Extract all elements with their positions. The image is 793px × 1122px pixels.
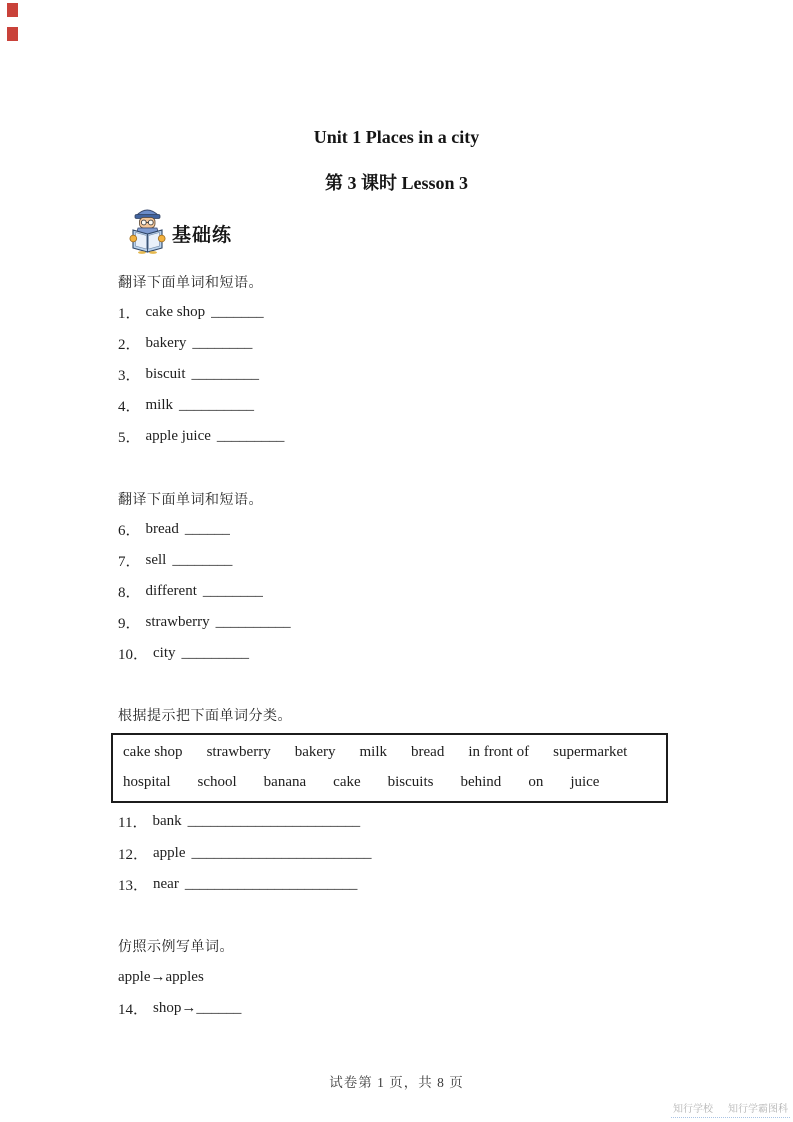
item-word: strawberry	[145, 614, 210, 630]
example-line: apple→apples	[118, 968, 204, 985]
word-bank-box	[111, 733, 668, 803]
section-badge-label: 基础练	[172, 225, 233, 246]
translate-item	[118, 607, 291, 638]
item-word: near	[153, 876, 179, 893]
answer-blank: _________	[191, 366, 260, 382]
item-word: shop→	[153, 1000, 197, 1017]
item-word: bread	[145, 521, 179, 537]
item-number: 9．	[118, 616, 141, 632]
page-footer: 试卷第 1 页，共 8 页	[329, 1075, 464, 1090]
item-word: apple	[153, 844, 186, 861]
section-translate-2	[118, 483, 291, 669]
answer-blank: _______________________	[184, 876, 358, 893]
answer-blank: ________	[202, 583, 263, 599]
word-formation-list	[118, 993, 241, 1025]
item-word: different	[145, 583, 197, 599]
translate-item	[118, 514, 291, 545]
answer-blank: __________	[215, 614, 291, 630]
red-corner-mark-top	[7, 3, 18, 17]
section-instruction: 仿照示例写单词。	[118, 939, 234, 955]
translate-item	[118, 390, 284, 421]
answer-blank: ________	[172, 552, 233, 568]
word-bank-word: hospital	[123, 774, 171, 790]
answer-blank: ______	[184, 521, 230, 537]
word-bank-word: juice	[570, 774, 600, 790]
item-number: 7．	[118, 554, 141, 570]
classify-item	[118, 838, 372, 870]
answer-blank: ________	[192, 335, 253, 351]
word-bank-word: milk	[359, 744, 388, 760]
item-number: 5．	[118, 430, 141, 446]
item-word: city	[153, 645, 176, 661]
red-corner-mark-bottom	[7, 27, 18, 41]
item-word: biscuit	[145, 366, 186, 382]
word-formation-item	[118, 993, 241, 1025]
page-subtitle: 第 3 课时 Lesson 3	[324, 173, 468, 193]
classify-item	[118, 806, 372, 838]
word-bank-word: biscuits	[387, 774, 434, 790]
translate-item	[118, 638, 291, 669]
translate-list-1	[118, 297, 284, 452]
word-bank-word: cake shop	[123, 744, 183, 760]
item-number: 3．	[118, 368, 141, 384]
word-bank-row-2	[123, 774, 666, 791]
answer-blank: _________	[181, 645, 250, 661]
classify-items	[118, 806, 372, 901]
item-number: 6．	[118, 523, 141, 539]
item-word: apple juice	[145, 428, 211, 444]
word-bank-word: cake	[333, 774, 361, 790]
page-title: Unit 1 Places in a city	[313, 127, 480, 147]
item-number: 2．	[118, 337, 141, 353]
answer-blank: _______	[211, 304, 264, 320]
section-badge	[129, 205, 232, 254]
translate-item	[118, 576, 291, 607]
translate-item	[118, 545, 291, 576]
answer-blank: __________	[179, 397, 255, 413]
answer-blank: _______________________	[187, 813, 361, 830]
item-number: 10．	[118, 647, 149, 663]
item-number: 14．	[118, 1002, 149, 1019]
item-word: bakery	[145, 335, 187, 351]
word-bank-word: strawberry	[206, 744, 271, 760]
watermark-text-2: 知行学霸图科	[728, 1104, 788, 1115]
word-bank-word: bread	[411, 744, 445, 760]
classify-item	[118, 869, 372, 901]
word-bank-word: on	[528, 774, 544, 790]
translate-list-2	[118, 514, 291, 669]
item-word: cake shop	[145, 304, 206, 320]
word-bank-word: bakery	[294, 744, 336, 760]
classify-list	[118, 806, 372, 901]
word-bank-word: behind	[460, 774, 502, 790]
item-number: 4．	[118, 399, 141, 415]
section-instruction: 翻译下面单词和短语。	[118, 492, 263, 508]
item-number: 1．	[118, 306, 141, 322]
word-bank-word: school	[197, 774, 237, 790]
translate-item	[118, 328, 284, 359]
answer-blank: _________	[216, 428, 285, 444]
section-instruction: 根据提示把下面单词分类。	[118, 708, 292, 724]
section-classify	[118, 699, 292, 730]
item-number: 12．	[118, 846, 149, 863]
translate-item	[118, 421, 284, 452]
item-number: 13．	[118, 878, 149, 895]
student-reading-icon	[129, 205, 166, 254]
watermark-text-1: 知行学校	[673, 1104, 713, 1115]
word-bank-word: supermarket	[553, 744, 628, 760]
item-word: sell	[145, 552, 167, 568]
word-bank-word: banana	[263, 774, 307, 790]
answer-blank: ______	[196, 1000, 242, 1017]
section-instruction: 翻译下面单词和短语。	[118, 275, 263, 291]
answer-blank: ________________________	[191, 844, 372, 861]
watermark	[671, 1100, 790, 1118]
translate-item	[118, 359, 284, 390]
item-word: milk	[145, 397, 174, 413]
item-number: 8．	[118, 585, 141, 601]
section-translate-1	[118, 266, 284, 452]
item-word: bank	[152, 813, 182, 830]
translate-item	[118, 297, 284, 328]
word-bank-row-1	[123, 744, 666, 761]
word-bank-word: in front of	[468, 744, 530, 760]
section-word-formation	[118, 930, 241, 1025]
item-number: 11．	[118, 815, 148, 832]
